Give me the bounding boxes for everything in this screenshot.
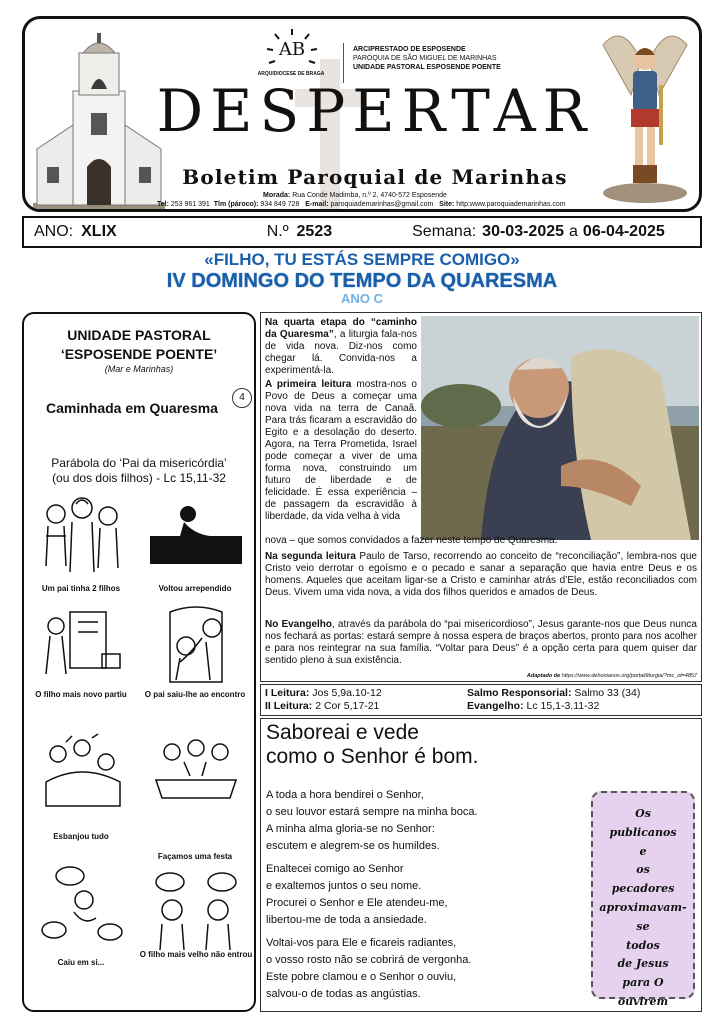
psalm-refrain-line-1: Saboreai e vede xyxy=(266,721,419,744)
prodigal-son-painting xyxy=(421,316,699,540)
quote-line: os xyxy=(636,863,650,877)
tlm: 934 849 728 xyxy=(260,201,300,208)
quote-line: ouvirem xyxy=(617,994,669,1008)
reading-2 xyxy=(265,700,379,713)
second-reading-paragraph xyxy=(265,551,697,599)
comic-father-two-sons xyxy=(36,496,128,580)
psalm-stanza-1 xyxy=(266,787,478,855)
comic-younger-son-left xyxy=(36,602,128,686)
issue-info-bar xyxy=(22,216,702,248)
pastoral-unit-title-line-1: UNIDADE PASTORAL xyxy=(67,327,211,343)
readings-list xyxy=(260,684,702,716)
psalm-line: Procurei o Senhor e Ele atendeu-me, xyxy=(266,897,448,909)
psalm-refrain xyxy=(266,721,478,769)
pastoral-unit-title-line-2: ‘ESPOSENDE POENTE’ xyxy=(60,346,218,362)
reading-1-label: I Leitura: xyxy=(265,687,310,699)
parable-title xyxy=(24,456,254,486)
week-from: 30-03-2025 xyxy=(482,223,565,240)
quote-line: pecadores xyxy=(611,882,675,896)
gospel-lead: No Evangelho xyxy=(265,619,333,630)
comic-caption-8: O filho mais velho não entrou xyxy=(139,950,253,959)
psalm-stanza-2 xyxy=(266,861,448,929)
week-to: 06-04-2025 xyxy=(582,223,665,240)
psalm-line: A toda a hora bendirei o Senhor, xyxy=(266,789,424,801)
psalm-line: e exaltemos juntos o seu nome. xyxy=(266,880,422,892)
sunday-title: IV DOMINGO DO TEMPO DA QUARESMA xyxy=(166,270,558,292)
year-label: ANO: xyxy=(34,223,74,240)
masthead xyxy=(22,16,702,212)
gospel-paragraph xyxy=(265,619,697,667)
psalm-line: escutem e alegrem-se os humildes. xyxy=(266,840,440,852)
gospel-quote-text xyxy=(593,805,693,1012)
week-label: Semana: xyxy=(412,223,477,240)
pastoral-unit-panel xyxy=(22,312,256,1012)
psalm-stanza-3 xyxy=(266,935,471,1003)
archpriest-line-1: ARCIPRESTADO DE ESPOSENDE xyxy=(353,46,466,53)
address: Rua Conde Madimba, n.º 2, 4740-572 Esposende xyxy=(292,192,447,199)
second-reading-lead: Na segunda leitura xyxy=(265,551,356,562)
week-separator: a xyxy=(569,223,578,240)
reading-2-ref: 2 Cor 5,17-21 xyxy=(315,700,380,712)
gospel-label: Evangelho: xyxy=(467,700,524,712)
quote-line: todos xyxy=(626,938,660,952)
logo-caption: ARQUIDIOCESE DE BRAGA xyxy=(257,71,325,77)
year-value: XLIX xyxy=(81,223,117,240)
comic-father-embrace xyxy=(150,602,242,686)
first-reading-paragraph xyxy=(265,379,417,523)
logo-monogram: AB xyxy=(278,39,306,60)
tel-label: Tel: xyxy=(157,201,169,208)
psalm-line: o vosso rosto não se cobrirá de vergonha. xyxy=(266,954,472,966)
comic-caption-6: Façamos uma festa xyxy=(157,852,233,861)
intro-paragraph-lead: Na quarta etapa do “caminho da Quaresma” xyxy=(265,317,417,340)
quote-line: para O xyxy=(622,976,664,990)
parable-reference: (ou dos dois filhos) - Lc 15,11-32 xyxy=(52,471,226,485)
lent-journey-title: Caminhada em Quaresma xyxy=(46,400,218,416)
source-link[interactable]: https://www.dehonianos.org/portal/liturgia/?mc_id=4857 xyxy=(561,673,697,679)
comic-caption-4: O pai saiu-lhe ao encontro xyxy=(144,690,246,699)
newsletter-subtitle: Boletim Paroquial de Marinhas xyxy=(182,165,568,189)
comic-came-to-himself xyxy=(36,862,128,946)
number-label: N.º xyxy=(266,223,289,240)
comic-caption-2: Voltou arrependido xyxy=(158,584,232,593)
liturgical-year: ANO C xyxy=(341,291,383,306)
reading-1-ref: Jos 5,9a.10-12 xyxy=(312,687,382,699)
tlm-label: Tlm (pároco): xyxy=(213,201,259,208)
psalm-line: o seu louvor estará sempre na minha boca. xyxy=(266,806,478,818)
psalm-line: salvou-o de todas as angústias. xyxy=(266,988,421,1000)
psalm-line: Este pobre clamou e o Senhor o ouviu, xyxy=(266,971,457,983)
quote-line: aproximavam-se xyxy=(599,900,687,933)
comic-caption-3: O filho mais novo partiu xyxy=(35,690,127,699)
parable-title-line-1: Parábola do ‘Pai da misericórdia’ xyxy=(51,456,227,470)
gospel-quote: «FILHO, TU ESTÁS SEMPRE COMIGO» xyxy=(204,250,520,269)
comic-caption-7: Caiu em si... xyxy=(57,958,105,967)
first-reading-text: mostra-nos o Povo de Deus a começar uma nova vida na terra de Canaã. Para trás ficaram a escravidão do Egito e a desolação do deserto. Agora, na Terra Prometida, Israel pode começar a viver de uma forma nova, construindo um futuro de liberdade e de felicidade. É essa experiência – de passagem da escravidão à liberdade, da vida velha à vida xyxy=(265,379,417,522)
email-link[interactable]: paroquiademarinhas@gmail.com xyxy=(330,201,434,208)
gospel-reading xyxy=(467,700,599,713)
source-credit xyxy=(527,673,697,679)
psalm-ref: Salmo 33 (34) xyxy=(574,687,641,699)
reading-1 xyxy=(265,687,382,700)
comic-lets-celebrate xyxy=(150,732,242,816)
address-line xyxy=(263,191,447,200)
email-label: E-mail: xyxy=(305,201,329,208)
first-reading-lead: A primeira leitura xyxy=(265,379,352,390)
gospel-ref: Lc 15,1-3.11-32 xyxy=(526,700,600,712)
site-link[interactable]: http:www.paroquiademarinhas.com xyxy=(456,201,566,208)
comic-older-son-refused xyxy=(150,870,242,954)
contact-line xyxy=(157,200,566,209)
comic-caption-1: Um pai tinha 2 filhos xyxy=(41,584,121,593)
pastoral-unit-title xyxy=(24,326,254,364)
psalm-label: Salmo Responsorial: xyxy=(467,687,572,699)
second-reading-text: Paulo de Tarso, recorrendo ao conceito de “reconciliação”, lembra-nos que Cristo veio derrotar o egoísmo e o pecado e sanar a separação que havia entre Deus e os homens. Aqueles que aceitam ligar-se a Cristo e caminhar atrás d’Ele, estão reconciliados com Deus. Vivem uma vida nova, a vida dos filhos queridos e amados de Deus. xyxy=(265,551,697,598)
gospel-quote-box xyxy=(591,791,695,1008)
psalm-line: Enaltecei comigo ao Senhor xyxy=(266,863,404,875)
site-label: Site: xyxy=(439,201,455,208)
psalm-line: libertou-me de toda a ansiedade. xyxy=(266,914,427,926)
archpriest-line-2: PARÓQUIA DE SÃO MIGUEL DE MARINHAS xyxy=(353,55,497,62)
week-badge: 4 xyxy=(232,388,252,408)
quote-line: Os xyxy=(635,807,651,820)
reading-2-label: II Leitura: xyxy=(265,700,313,712)
quote-line: publicanos xyxy=(609,825,677,839)
comic-squandered-everything xyxy=(36,732,128,816)
gospel-text: , através da parábola do “pai misericordioso”, Jesus garante-nos que Deus nunca nos fechará as portas: estará sempre à nossa espera de braços abertos, pronto para nos acolher e para nos reintegrar na sua família. “Voltar para Deus” é a opção certa para quem quiser dar sentido pleno à sua existência. xyxy=(265,619,697,666)
psalm-reading xyxy=(467,687,640,700)
psalm-line: Voltai-vos para Ele e ficareis radiantes, xyxy=(266,937,457,949)
sunday-commentary xyxy=(260,312,702,682)
comic-returned-repentant xyxy=(150,496,242,580)
address-label: Morada: xyxy=(263,192,291,199)
first-reading-end: nova – que somos convidados a fazer neste tempo de Quaresma. xyxy=(265,535,558,546)
newsletter-title: DESPERTAR xyxy=(156,77,594,145)
intro-paragraph xyxy=(265,317,417,377)
psalm-refrain-line-2: como o Senhor é bom. xyxy=(266,745,479,768)
number-value: 2523 xyxy=(296,223,333,240)
quote-line: de Jesus xyxy=(617,957,669,971)
source-label: Adaptado de xyxy=(526,673,561,679)
psalm-line: A minha alma gloria-se no Senhor: xyxy=(266,823,435,835)
archpriest-line-3: UNIDADE PASTORAL ESPOSENDE POENTE xyxy=(353,64,501,71)
intro-paragraph-text: , a liturgia fala-nos de vida nova. Diz-nos como chegar lá. Convida-nos a experimentá-la. xyxy=(265,329,417,376)
psalm-section xyxy=(260,718,702,1012)
quote-line: e xyxy=(639,844,647,858)
pastoral-unit-subtitle: (Mar e Marinhas) xyxy=(104,364,174,374)
tel: 253 961 391 xyxy=(170,201,210,208)
comic-caption-5: Esbanjou tudo xyxy=(53,832,109,841)
